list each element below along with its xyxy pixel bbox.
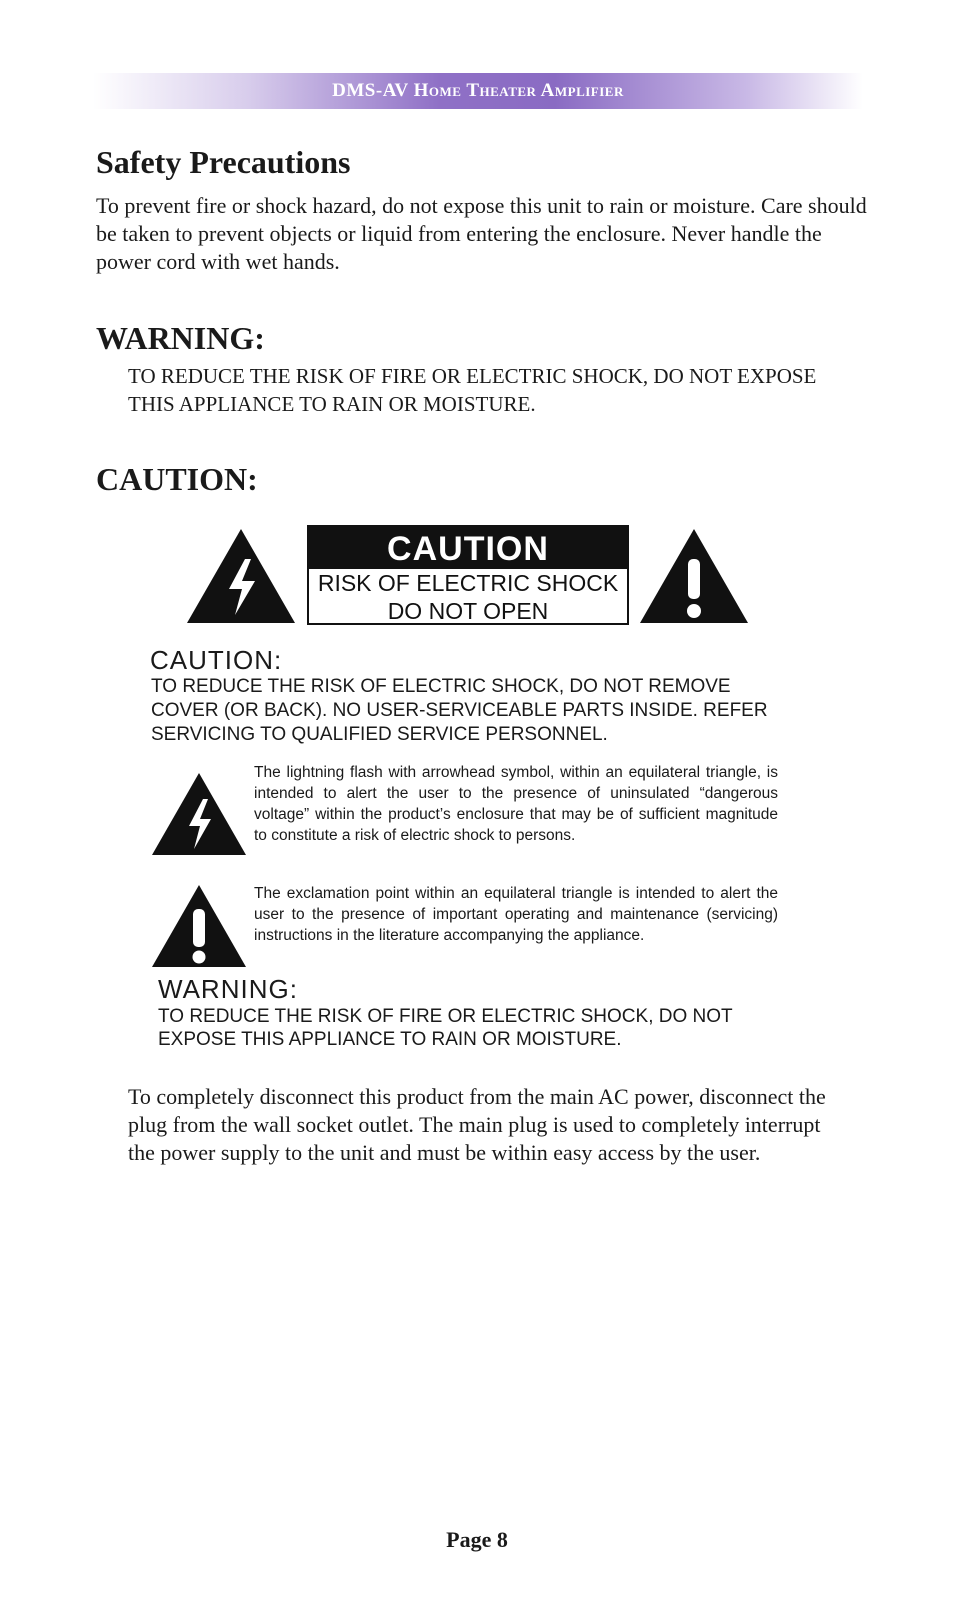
safety-body: To prevent fire or shock hazard, do not expose this unit to rain or moisture. Care should be taken to prevent objects or liquid from entering the enclosure. Never handle the power cord with wet hands. [96, 193, 867, 274]
caution-sub-body: TO REDUCE THE RISK OF ELECTRIC SHOCK, DO NOT REMOVE COVER (OR BACK). NO USER-SERVICEABLE PARTS INSIDE. REFER SERVICING TO QUALIFIED SERVICE PERSONNEL. [151, 676, 768, 745]
page-header: DMS-AV Home Theater Amplifier [93, 73, 863, 109]
lightning-symbol-icon [150, 771, 248, 857]
warning-title: WARNING: [96, 320, 265, 356]
caution-label-line1: RISK OF ELECTRIC SHOCK [317, 570, 619, 596]
disconnect-note: To completely disconnect this product from the main AC power, disconnect the plug from the wall socket outlet. The main plug is used to completely interrupt the power supply to the unit and must be within easy access by the user. [128, 1084, 826, 1165]
caution-label-heading: CAUTION [309, 527, 627, 569]
lightning-triangle-icon [185, 527, 297, 625]
exclamation-symbol-icon [150, 883, 248, 969]
page-number: Page 8 [446, 1527, 508, 1552]
caution-label-line2: DO NOT OPEN [387, 598, 549, 624]
caution-warning-title: WARNING: [158, 974, 298, 1004]
caution-label [307, 525, 629, 625]
exclamation-triangle-icon [638, 527, 750, 625]
caution-sub-title: CAUTION: [150, 645, 283, 675]
exclamation-explanation: The exclamation point within an equilateral triangle is intended to alert the user to the presence of important operating and maintenance (servicing) instructions in the literature accompanying the appliance. [254, 885, 778, 944]
caution-title: CAUTION: [96, 461, 258, 497]
safety-title: Safety Precautions [96, 144, 351, 180]
warning-body: TO REDUCE THE RISK OF FIRE OR ELECTRIC SHOCK, DO NOT EXPOSE THIS APPLIANCE TO RAIN OR MOISTURE. [128, 364, 817, 416]
lightning-explanation: The lightning flash with arrowhead symbol, within an equilateral triangle, is intended to alert the user to the presence of uninsulated “dangerous voltage” within the product’s enclosure that may be of sufficient magnitude to constitute a risk of electric shock to persons. [254, 764, 778, 844]
caution-warning-body: TO REDUCE THE RISK OF FIRE OR ELECTRIC SHOCK, DO NOT EXPOSE THIS APPLIANCE TO RAIN OR MOISTURE. [158, 1006, 733, 1050]
